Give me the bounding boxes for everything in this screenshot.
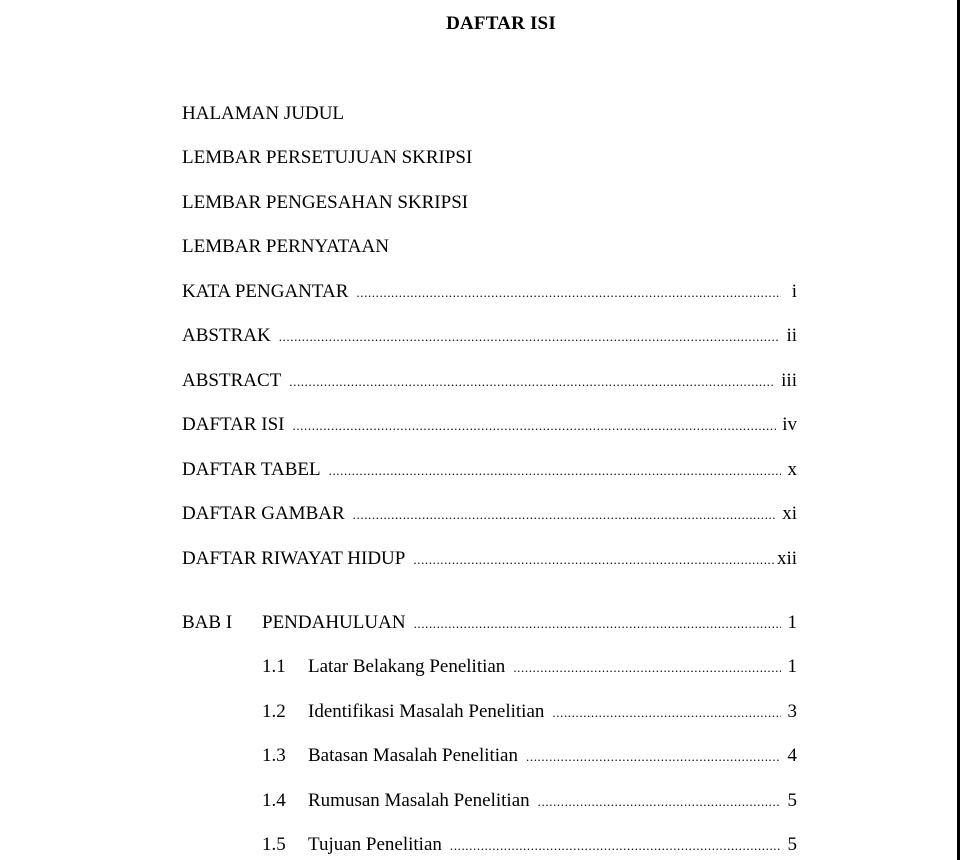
dot-leader — [552, 701, 781, 725]
dot-leader — [414, 612, 781, 636]
dot-leader — [538, 790, 781, 814]
toc-page-number: 5 — [787, 790, 797, 811]
toc-entry-label: DAFTAR ISI — [182, 414, 285, 435]
dot-leader — [353, 503, 777, 527]
toc-entry-daftar-gambar — [182, 502, 797, 526]
toc-entry-daftar-riwayat-hidup — [182, 547, 797, 571]
toc-section-1-4 — [262, 789, 797, 813]
toc-chapter-bab-1 — [182, 611, 797, 635]
toc-section-1-1 — [262, 655, 797, 679]
toc-entry-label: DAFTAR RIWAYAT HIDUP — [182, 548, 406, 569]
toc-entry-label: ABSTRAK — [182, 325, 271, 346]
toc-entry-label: ABSTRACT — [182, 370, 282, 391]
dot-leader — [413, 548, 776, 572]
toc-section-number: 1.4 — [262, 790, 286, 811]
toc-entry-label: LEMBAR PENGESAHAN SKRIPSI — [182, 192, 469, 213]
toc-chapter-label: PENDAHULUAN — [262, 612, 406, 633]
toc-chapter-number: BAB I — [182, 612, 233, 633]
toc-page-number: 3 — [787, 701, 797, 722]
toc-entry-label: DAFTAR TABEL — [182, 459, 321, 480]
toc-page-number: xii — [776, 548, 797, 569]
toc-page-number: x — [787, 459, 797, 480]
toc-section-1-2 — [262, 700, 797, 724]
dot-leader — [292, 414, 776, 438]
page-title: DAFTAR ISI — [446, 13, 556, 34]
toc-entry-label: DAFTAR GAMBAR — [182, 503, 345, 524]
toc-section-number: 1.2 — [262, 701, 286, 722]
toc-entry-label: LEMBAR PERNYATAAN — [182, 236, 389, 257]
toc-entry-abstrak — [182, 324, 797, 348]
toc-entry-label: KATA PENGANTAR — [182, 281, 349, 302]
toc-page-number: i — [791, 281, 797, 302]
toc-page-number: 4 — [787, 745, 797, 766]
toc-section-label: Identifikasi Masalah Penelitian — [308, 701, 545, 722]
toc-section-label: Batasan Masalah Penelitian — [308, 745, 518, 766]
toc-entry-lembar-pengesahan — [182, 191, 797, 215]
toc-section-label: Tujuan Penelitian — [308, 834, 442, 855]
toc-page-number: iv — [782, 414, 797, 435]
toc-page-number: 1 — [787, 656, 797, 677]
toc-entry-label: LEMBAR PERSETUJUAN SKRIPSI — [182, 147, 473, 168]
toc-section-1-3 — [262, 744, 797, 768]
toc-section-number: 1.1 — [262, 656, 286, 677]
toc-section-number: 1.3 — [262, 745, 286, 766]
toc-page-number: iii — [781, 370, 797, 391]
toc-page-number: xi — [782, 503, 797, 524]
toc-entry-daftar-tabel — [182, 458, 797, 482]
dot-leader — [356, 281, 781, 305]
toc-entry-lembar-pernyataan — [182, 235, 797, 259]
dot-leader — [450, 834, 781, 858]
toc-entry-daftar-isi — [182, 413, 797, 437]
dot-leader — [329, 459, 781, 483]
dot-leader — [289, 370, 775, 394]
toc-section-1-5 — [262, 833, 797, 857]
toc-entry-halaman-judul — [182, 102, 797, 126]
dot-leader — [513, 656, 781, 680]
toc-entry-kata-pengantar — [182, 280, 797, 304]
toc-section-number: 1.5 — [262, 834, 286, 855]
toc-page-number: 5 — [787, 834, 797, 855]
toc-entry-label: HALAMAN JUDUL — [182, 103, 345, 124]
toc-entry-abstract — [182, 369, 797, 393]
toc-page-number: 1 — [787, 612, 797, 633]
toc-section-label: Latar Belakang Penelitian — [308, 656, 506, 677]
dot-leader — [526, 745, 781, 769]
toc-entry-lembar-persetujuan — [182, 146, 797, 170]
dot-leader — [279, 325, 781, 349]
toc-section-label: Rumusan Masalah Penelitian — [308, 790, 530, 811]
toc-page-number: ii — [786, 325, 797, 346]
